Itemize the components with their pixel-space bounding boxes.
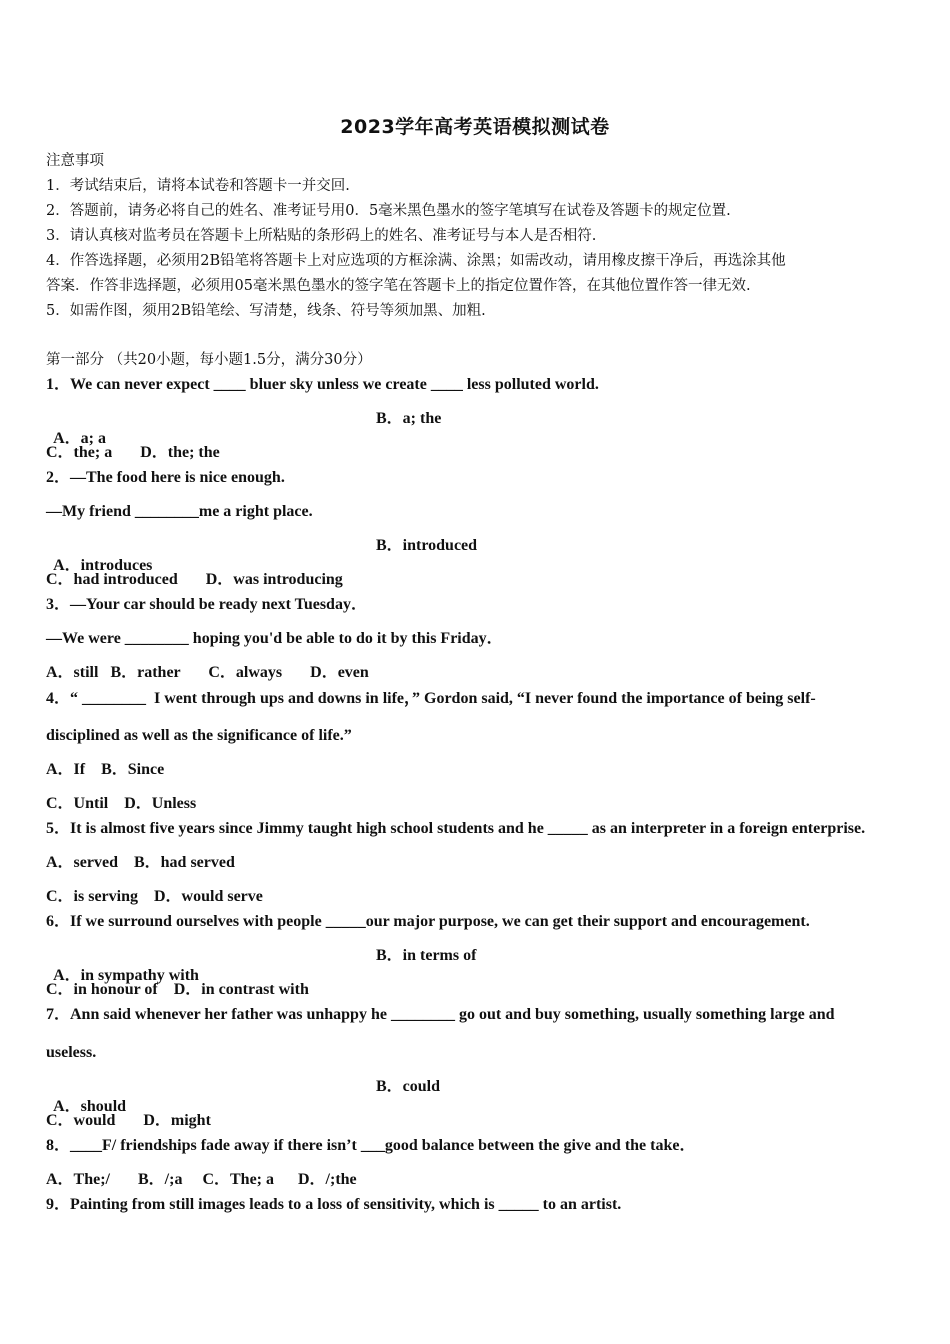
question-7-stem: 7．Ann said whenever her father was unhappy he ________ go out and buy something, usually something large and: [46, 1006, 835, 1023]
option-a: A．in sympathy with: [53, 967, 199, 984]
question-2-line2: —My friend ________me a right place.: [46, 503, 313, 520]
page-title: 2023学年高考英语模拟测试卷: [340, 116, 610, 138]
notice-item: 2．答题前，请务必将自己的姓名、准考证号用0．5毫米黑色墨水的签字笔填写在试卷及答题卡的规定位置.: [46, 203, 731, 219]
question-3-line2: —We were ________ hoping you'd be able to do it by this Friday．: [46, 630, 503, 647]
question-3-options: A．still B．rather C．always D．even: [46, 664, 369, 681]
option-b: B．in terms of: [376, 947, 477, 964]
question-7-line2: useless.: [46, 1044, 97, 1061]
question-8-stem: 8．____F/ friendships fade away if there isn’t ___good balance between the give and the take．: [46, 1137, 696, 1154]
question-8-options: A．The;/ B．/;a C．The; a D．/;the: [46, 1171, 357, 1188]
notice-item: 答案．作答非选择题，必须用05毫米黑色墨水的签字笔在答题卡上的指定位置作答，在其他位置作答一律无效.: [46, 278, 751, 294]
question-5-options-cd: C．is serving D．would serve: [46, 888, 263, 905]
option-b: B．introduced: [376, 537, 478, 554]
option-a: A．should: [53, 1098, 127, 1115]
question-1-stem: 1．We can never expect ____ bluer sky unless we create ____ less polluted world.: [46, 376, 599, 393]
notice-item: 4．作答选择题，必须用2B铅笔将答题卡上对应选项的方框涂满、涂黑；如需改动，请用橡皮擦干净后，再选涂其他: [46, 253, 786, 269]
notice-item: 3．请认真核对监考员在答题卡上所粘贴的条形码上的姓名、准考证号与本人是否相符.: [46, 228, 597, 244]
notice-item: 5．如需作图，须用2B铅笔绘、写清楚，线条、符号等须加黑、加粗.: [46, 303, 486, 319]
question-6-options-cd: C．in honour of D．in contrast with: [46, 981, 309, 998]
option-a: A．a; a: [53, 430, 107, 447]
question-2-stem: 2．—The food here is nice enough.: [46, 469, 285, 486]
question-2-options-cd: C．had introduced D．was introducing: [46, 571, 343, 588]
question-4-stem: 4．“ ________ I went through ups and downs in life，” Gordon said, “I never found the importance of being self-: [46, 690, 816, 707]
notice-heading: 注意事项: [46, 153, 104, 169]
option-b: B．a; the: [376, 410, 442, 427]
section-heading: 第一部分 （共20小题，每小题1.5分，满分30分）: [46, 352, 372, 368]
option-a: A．introduces: [53, 557, 153, 574]
question-3-stem: 3．—Your car should be ready next Tuesday．: [46, 596, 367, 613]
question-7-options-cd: C．would D．might: [46, 1112, 211, 1129]
question-9-stem: 9．Painting from still images leads to a loss of sensitivity, which is _____ to an artist.: [46, 1196, 622, 1213]
question-1-options-cd: C．the; a D．the; the: [46, 444, 220, 461]
question-6-stem: 6．If we surround ourselves with people _____our major purpose, we can get their support and encouragement.: [46, 913, 810, 930]
question-4-options-ab: A．If B．Since: [46, 761, 165, 778]
question-5-stem: 5．It is almost five years since Jimmy taught high school students and he _____ as an interpreter in a foreign enterprise.: [46, 820, 866, 837]
question-4-options-cd: C．Until D．Unless: [46, 795, 197, 812]
question-4-line2: disciplined as well as the significance of life.”: [46, 727, 352, 744]
notice-item: 1．考试结束后，请将本试卷和答题卡一并交回.: [46, 178, 350, 194]
question-5-options-ab: A．served B．had served: [46, 854, 235, 871]
option-b: B．could: [376, 1078, 441, 1095]
